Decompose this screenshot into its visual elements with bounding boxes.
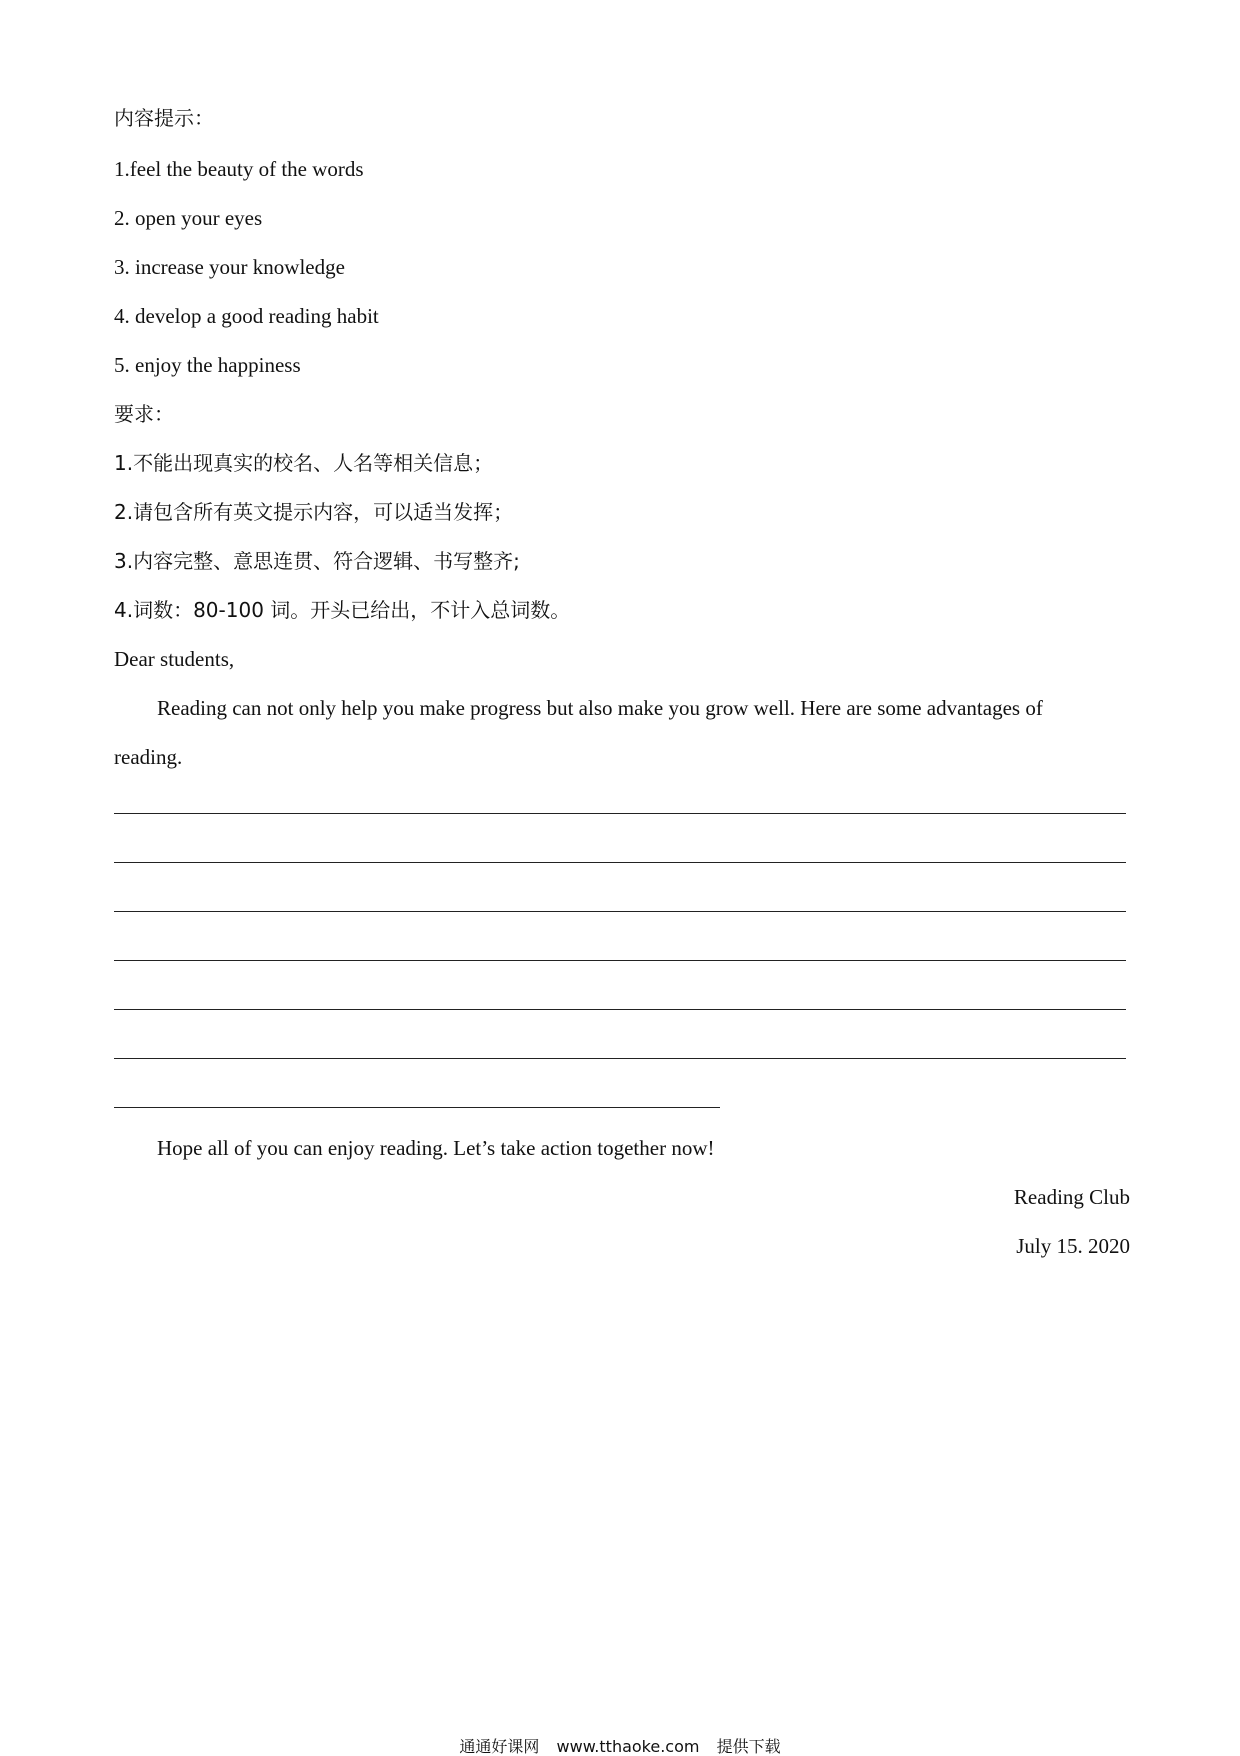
hint-item-3: 3. increase your knowledge [114, 255, 345, 279]
writing-line-4[interactable] [114, 960, 1126, 961]
letter-opening-line-2: reading. [114, 745, 183, 769]
requirement-item-3: 3.内容完整、意思连贯、符合逻辑、书写整齐; [114, 549, 520, 573]
footer-suffix: 提供下载 [716, 1737, 781, 1756]
hint-item-1: 1.feel the beauty of the words [114, 157, 364, 181]
requirements-heading: 要求： [114, 402, 174, 426]
content-hints-heading: 内容提示： [114, 106, 214, 130]
letter-salutation: Dear students, [114, 647, 235, 671]
writing-line-6[interactable] [114, 1058, 1126, 1059]
hint-item-5: 5. enjoy the happiness [114, 353, 301, 377]
requirement-item-4: 4.词数：80-100 词。开头已给出，不计入总词数。 [114, 598, 571, 622]
writing-line-1[interactable] [114, 813, 1126, 814]
requirement-item-1: 1.不能出现真实的校名、人名等相关信息； [114, 451, 494, 475]
letter-closing: Hope all of you can enjoy reading. Let’s take action together now! [157, 1136, 715, 1160]
letter-signature: Reading Club [1013, 1185, 1130, 1209]
footer-url[interactable]: www.tthaoke.com [556, 1737, 700, 1756]
writing-line-3[interactable] [114, 911, 1126, 912]
letter-date: July 15. 2020 [1016, 1234, 1130, 1258]
letter-opening-line-1: Reading can not only help you make progress but also make you grow well. Here are some advantages of [157, 696, 1043, 720]
requirement-item-2: 2.请包含所有英文提示内容，可以适当发挥； [114, 500, 514, 524]
hint-item-4: 4. develop a good reading habit [114, 304, 379, 328]
writing-line-2[interactable] [114, 862, 1126, 863]
page-footer [0, 1738, 1240, 1756]
writing-line-5[interactable] [114, 1009, 1126, 1010]
hint-item-2: 2. open your eyes [114, 206, 263, 230]
writing-line-7[interactable] [114, 1107, 720, 1108]
footer-site-name: 通通好课网 [459, 1737, 540, 1756]
